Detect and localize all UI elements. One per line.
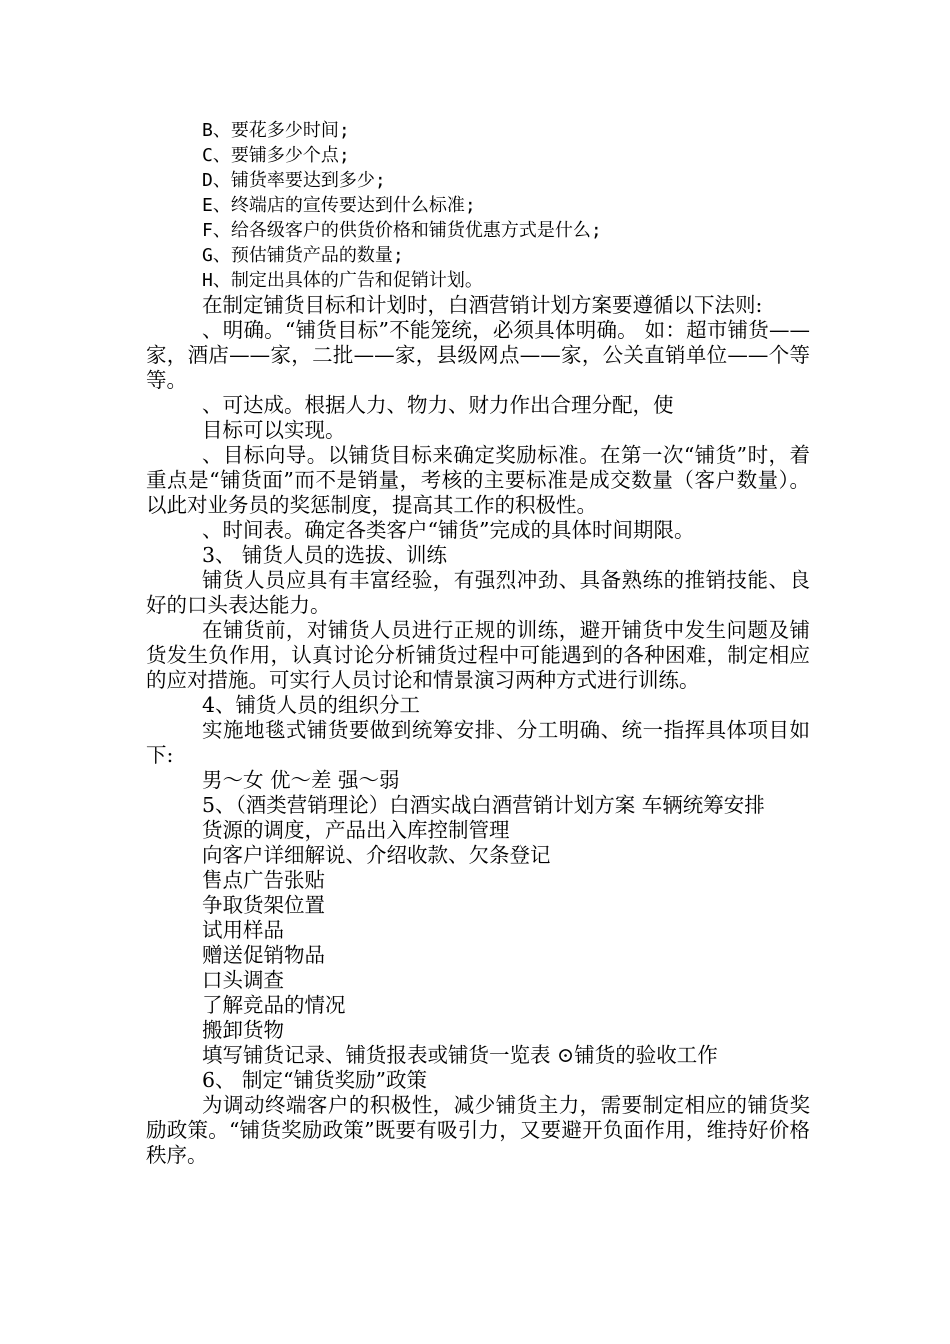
rule-achievable-line1: 、可达成。根据人力、物力、财力作出合理分配，使 (202, 393, 674, 417)
rule-achievable-line2: 目标可以实现。 (202, 418, 346, 442)
task-item-1: 货源的调度，产品出入库控制管理 (202, 818, 510, 842)
task-item-5: 试用样品 (202, 918, 284, 942)
task-item-3: 售点广告张贴 (202, 868, 325, 892)
rule-goal: 、目标向导。以铺货目标来确定奖励标准。在第一次“铺货”时，着重点是“铺货面”而不是销量，考核的主要标准是成交数量（客户数量）。以此对业务员的奖惩制度，提高其工作的积极性。 (146, 443, 810, 517)
section-5-title: 5、（酒类营销理论）白酒实战白酒营销计划方案 车辆统筹安排 (202, 793, 765, 817)
section-3-title: 3、 铺货人员的选拔、训练 (202, 543, 448, 567)
task-item-7: 口头调查 (202, 968, 284, 992)
task-item-8: 了解竞品的情况 (202, 993, 346, 1017)
rule-intro: 在制定铺货目标和计划时，白酒营销计划方案要遵循以下法则: (202, 293, 763, 317)
task-item-10: 填写铺货记录、铺货报表或铺货一览表 ⊙铺货的验收工作 (202, 1043, 718, 1067)
task-item-9: 搬卸货物 (202, 1018, 284, 1042)
rule-time: 、时间表。确定各类客户“铺货”完成的具体时间期限。 (202, 518, 695, 542)
section-6-title: 6、 制定“铺货奖励”政策 (202, 1068, 428, 1092)
list-item-f: F、给各级客户的供货价格和铺货优惠方式是什么; (202, 220, 602, 241)
section-4-paragraph-1: 实施地毯式铺货要做到统筹安排、分工明确、统一指挥具体项目如下: (146, 718, 810, 767)
list-item-b: B、要花多少时间; (202, 120, 350, 141)
section-6-paragraph-1: 为调动终端客户的积极性，减少铺货主力，需要制定相应的铺货奖励政策。“铺货奖励政策”既要有吸引力，又要避开负面作用，维持好价格秩序。 (146, 1093, 810, 1167)
section-3-paragraph-1: 铺货人员应具有丰富经验，有强烈冲劲、具备熟练的推销技能、良好的口头表达能力。 (146, 568, 810, 617)
list-item-e: E、终端店的宣传要达到什么标准; (202, 195, 476, 216)
task-item-4: 争取货架位置 (202, 893, 325, 917)
list-item-g: G、预估铺货产品的数量; (202, 245, 404, 266)
list-item-d: D、铺货率要达到多少; (202, 170, 386, 191)
task-item-2: 向客户详细解说、介绍收款、欠条登记 (202, 843, 551, 867)
list-item-c: C、要铺多少个点; (202, 145, 350, 166)
task-item-6: 赠送促销物品 (202, 943, 325, 967)
section-4-title: 4、铺货人员的组织分工 (202, 693, 421, 717)
section-3-paragraph-2: 在铺货前，对铺货人员进行正规的训练，避开铺货中发生问题及铺货发生负作用，认真讨论分析铺货过程中可能遇到的各种困难，制定相应的应对措施。可实行人员讨论和情景演习两种方式进行训练。 (146, 618, 810, 692)
section-4-paragraph-2: 男～女 优～差 强～弱 (202, 768, 400, 792)
rule-clear: 、明确。“铺货目标”不能笼统，必须具体明确。 如：超市铺货——家，酒店——家，二批——家，县级网点——家，公关直销单位——个等等。 (146, 318, 810, 392)
list-item-h: H、制定出具体的广告和促销计划。 (202, 270, 483, 291)
